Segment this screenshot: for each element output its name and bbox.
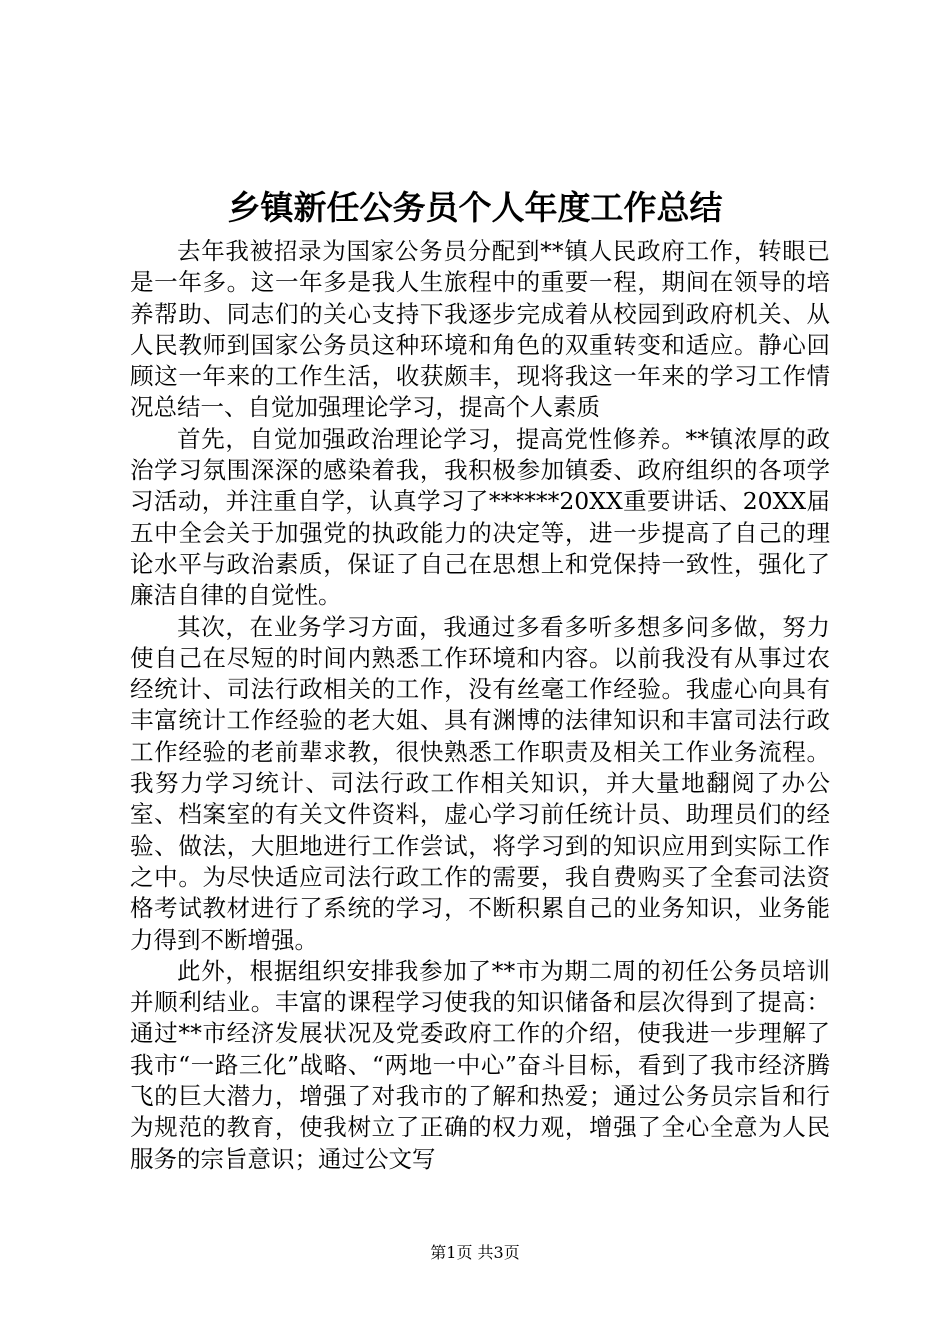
paragraph: 首先，自觉加强政治理论学习，提高党性修养。**镇浓厚的政治学习氛围深深的感染着我，我积极参加镇委、政府组织的各项学习活动，并注重自学，认真学习了******20XX重要讲话、20XX届五中全会关于加强党的执政能力的决定等，进一步提高了自己的理论水平与政治素质，保证了自己在思想上和党保持一致性，强化了廉洁自律的自觉性。: [130, 424, 830, 610]
paragraph: 去年我被招录为国家公务员分配到**镇人民政府工作，转眼已是一年多。这一年多是我人生旅程中的重要一程，期间在领导的培养帮助、同志们的关心支持下我逐步完成着从校园到政府机关、从人民教师到国家公务员这种环境和角色的双重转变和适应。静心回顾这一年来的工作生活，收获颇丰，现将我这一年来的学习工作情况总结一、自觉加强理论学习，提高个人素质: [130, 237, 830, 422]
document-title: 乡镇新任公务员个人年度工作总结: [227, 188, 723, 227]
document-body: [130, 236, 830, 1175]
paragraph: 此外，根据组织安排我参加了**市为期二周的初任公务员培训并顺利结业。丰富的课程学习使我的知识储备和层次得到了提高：通过**市经济发展状况及党委政府工作的介绍，使我进一步理解了我市“一路三化”战略、“两地一中心”奋斗目标，看到了我市经济腾飞的巨大潜力，增强了对我市的了解和热爱；通过公务员宗旨和行为规范的教育，使我树立了正确的权力观，增强了全心全意为人民服务的宗旨意识；通过公文写: [130, 956, 830, 1173]
page-footer: 第1页 共3页: [430, 1243, 520, 1262]
paragraph: 其次，在业务学习方面，我通过多看多听多想多问多做，努力使自己在尽短的时间内熟悉工作环境和内容。以前我没有从事过农经统计、司法行政相关的工作，没有丝毫工作经验。我虚心向具有丰富统计工作经验的老大姐、具有渊博的法律知识和丰富司法行政工作经验的老前辈求教，很快熟悉工作职责及相关工作业务流程。我努力学习统计、司法行政工作相关知识，并大量地翻阅了办公室、档案室的有关文件资料，虚心学习前任统计员、助理员们的经验、做法，大胆地进行工作尝试，将学习到的知识应用到实际工作之中。为尽快适应司法行政工作的需要，我自费购买了全套司法资格考试教材进行了系统的学习，不断积累自己的业务知识，业务能力得到不断增强。: [130, 612, 830, 954]
